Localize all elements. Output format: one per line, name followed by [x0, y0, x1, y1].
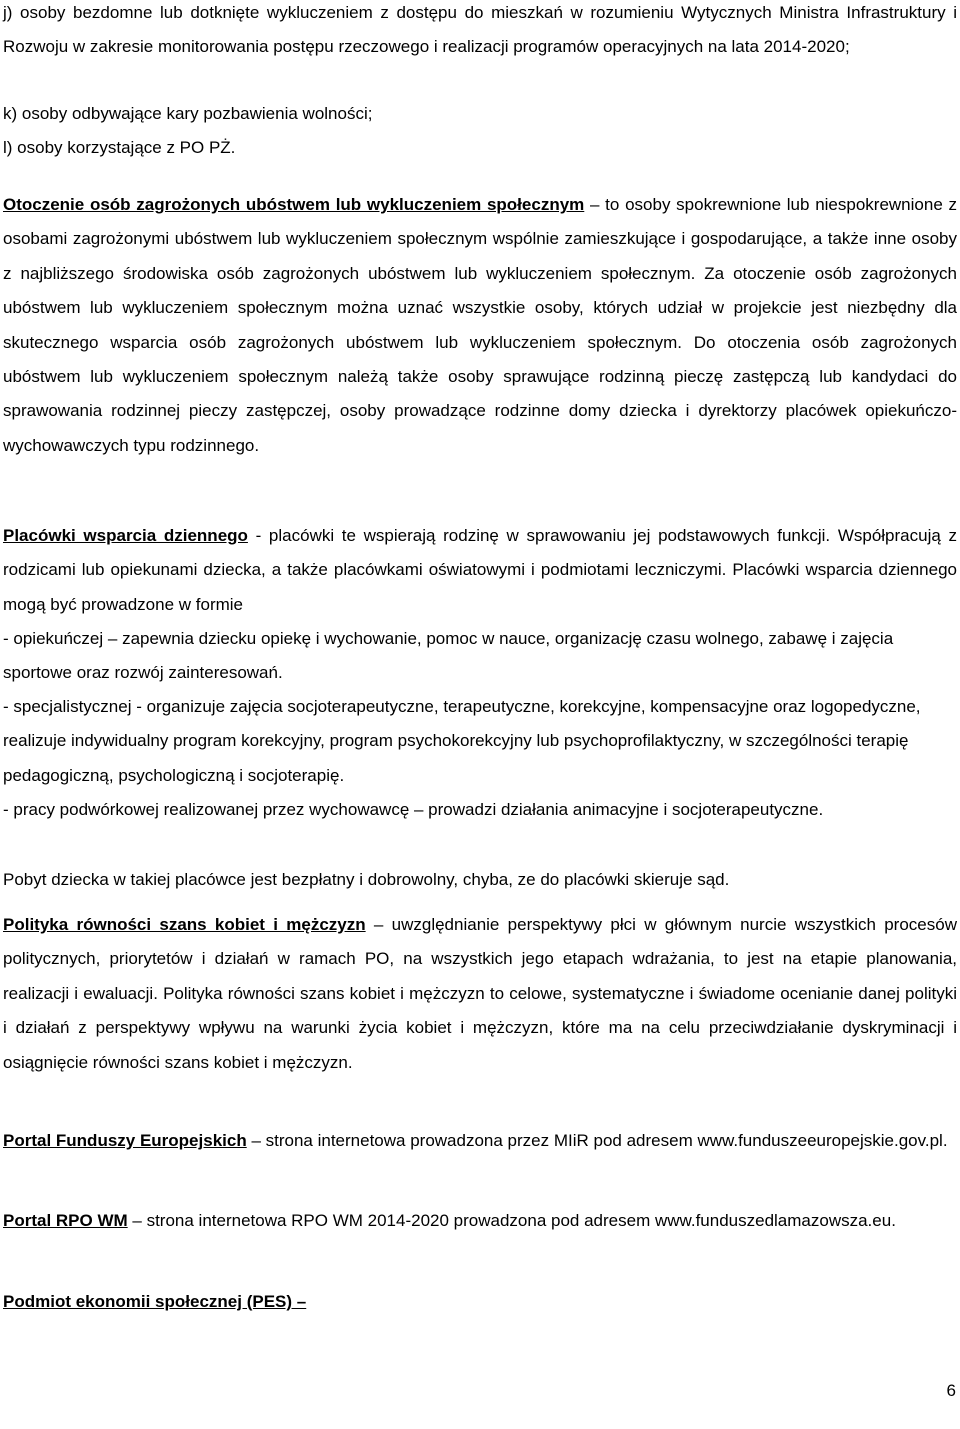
list-item-k: k) osoby odbywające kary pozbawienia wolności;: [3, 104, 373, 123]
definition-placowki: [3, 519, 957, 622]
placowki-form-specjalistyczna: - specjalistycznej - organizuje zajęcia socjoterapeutyczne, terapeutyczne, korekcyjne, kompensacyjne oraz logopedyczne, realizuje indywidualny program korekcyjny, program psychokorekcyjny lub psychoprofilaktyczny, w szczególności terapię pedagogiczną, psychologiczną i socjoterapię.: [3, 697, 921, 785]
term-polityka: Polityka równości szans kobiet i mężczyzn: [3, 915, 366, 934]
definition-polityka: [3, 908, 957, 1080]
definition-portal-rpo-body: – strona internetowa RPO WM 2014-2020 prowadzona pod adresem www.funduszedlamazowsza.eu.: [127, 1211, 896, 1230]
term-portal-rpo: Portal RPO WM: [3, 1211, 128, 1230]
term-placowki: Placówki wsparcia dziennego: [3, 526, 248, 545]
definition-portal-fe: [3, 1124, 957, 1158]
definition-portal-fe-body: – strona internetowa prowadzona przez MIiR pod adresem www.funduszeeuropejskie.gov.pl.: [246, 1131, 948, 1150]
definition-otoczenie-body: – to osoby spokrewnione lub niespokrewnione z osobami zagrożonymi ubóstwem lub wykluczeniem społecznym wspólnie zamieszkujące i gospodarujące, a także inne osoby z najbliższego środowiska osób zagrożonych ubóstwem lub wykluczeniem społecznym. Za otoczenie osób zagrożonych ubóstwem lub wykluczeniem społecznym można uznać wszystkie osoby, których udział w projekcie jest niezbędny dla skutecznego wsparcia osób zagrożonych ubóstwem lub wykluczeniem społecznym. Do otoczenia osób zagrożonych ubóstwem lub wykluczeniem społecznym należą także osoby sprawujące rodzinną pieczę zastępczą lub kandydaci do sprawowania rodzinnej pieczy zastępczej, osoby prowadzące rodzinne domy dziecka i dyrektorzy placówek opiekuńczo-wychowawczych typu rodzinnego.: [3, 195, 957, 455]
placowki-note: Pobyt dziecka w takiej placówce jest bezpłatny i dobrowolny, chyba, ze do placówki skieruje sąd.: [3, 870, 730, 889]
definition-otoczenie: [3, 188, 957, 463]
list-item-l: l) osoby korzystające z PO PŻ.: [3, 138, 236, 157]
placowki-form-opiekuncza: - opiekuńczej – zapewnia dziecku opiekę i wychowanie, pomoc w nauce, organizację czasu wolnego, zabawę i zajęcia sportowe oraz rozwój zainteresowań.: [3, 629, 894, 683]
definition-polityka-body: – uwzględnianie perspektywy płci w głównym nurcie wszystkich procesów politycznych, priorytetów i działań w ramach PO, na wszystkich jego etapach wdrażania, to jest na etapie planowania, realizacji i ewaluacji. Polityka równości szans kobiet i mężczyzn to celowe, systematyczne i świadome ocenianie danej polityki i działań z perspektywy wpływu na warunki życia kobiet i mężczyzn, które ma na celu przeciwdziałanie dyskryminacji i osiągnięcie równości szans kobiet i mężczyzn.: [3, 915, 957, 1072]
page-number: 6: [946, 1381, 956, 1400]
definition-pes: [3, 1285, 957, 1319]
term-otoczenie: Otoczenie osób zagrożonych ubóstwem lub wykluczeniem społecznym: [3, 195, 585, 214]
placowki-form-podworkowa: - pracy podwórkowej realizowanej przez wychowawcę – prowadzi działania animacyjne i socjoterapeutyczne.: [3, 800, 824, 819]
term-portal-fe: Portal Funduszy Europejskich: [3, 1131, 247, 1150]
definition-placowki-body: - placówki te wspierają rodzinę w sprawowaniu jej podstawowych funkcji. Współpracują z rodzicami lub opiekunami dziecka, a także placówkami oświatowymi i podmiotami leczniczymi. Placówki wsparcia dziennego mogą być prowadzone w formie: [3, 526, 957, 614]
term-pes: Podmiot ekonomii społecznej (PES) –: [3, 1292, 307, 1311]
list-item-j: j) osoby bezdomne lub dotknięte wykluczeniem z dostępu do mieszkań w rozumieniu Wytycznych Ministra Infrastruktury i Rozwoju w zakresie monitorowania postępu rzeczowego i realizacji programów operacyjnych na lata 2014-2020;: [3, 3, 957, 57]
definition-portal-rpo: [3, 1204, 957, 1238]
